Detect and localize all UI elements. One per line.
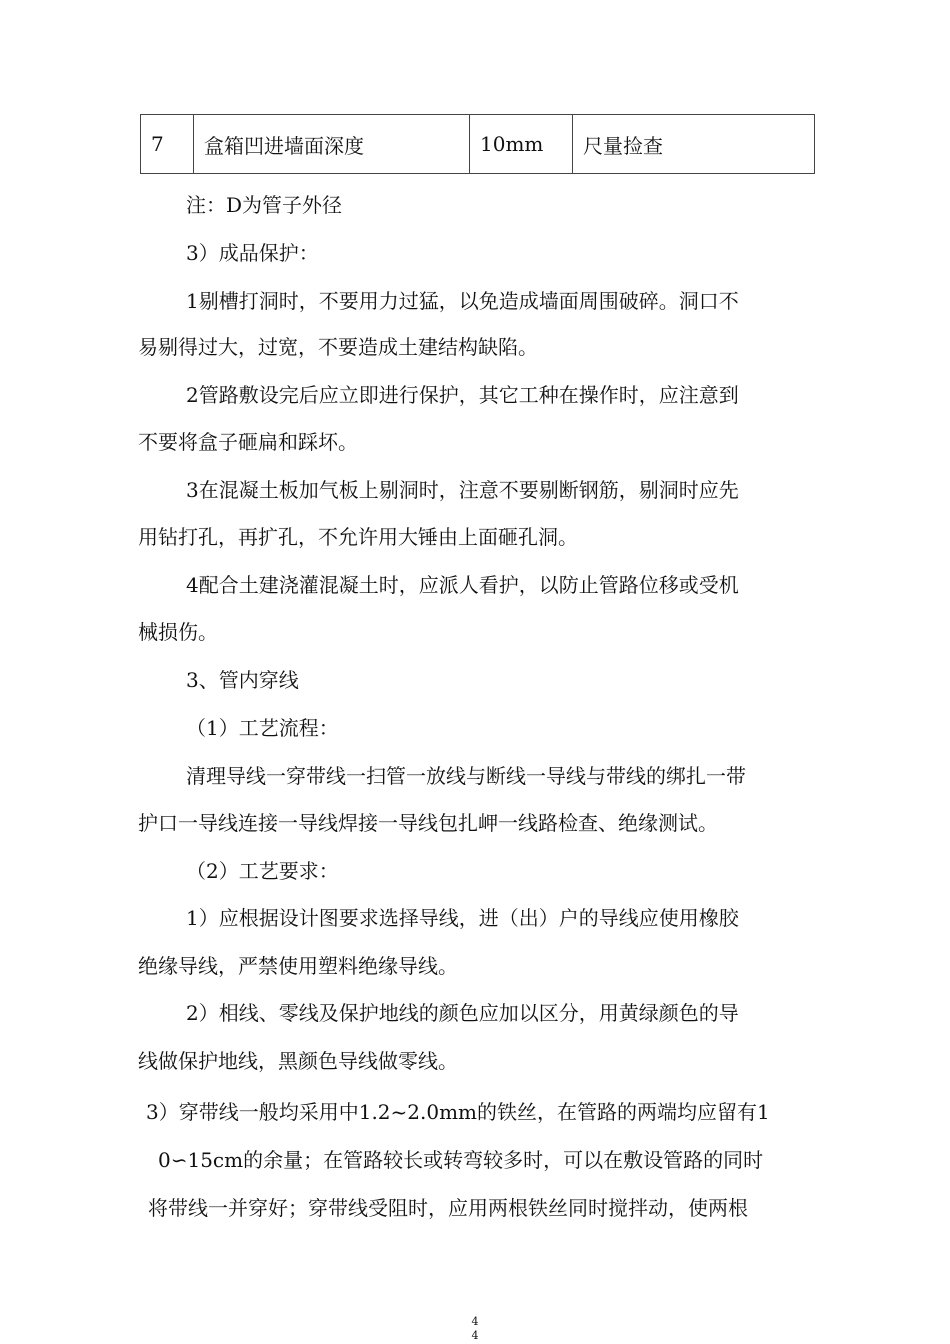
table-cell-no: 7 bbox=[141, 115, 194, 174]
page-number-repeat: 4 bbox=[471, 1329, 479, 1342]
section-heading: 3、管内穿线 bbox=[186, 668, 299, 692]
subsection-heading: （1）工艺流程： bbox=[186, 716, 339, 740]
paragraph-line: 3）穿带线一般均采用中1.2~2.0mm的铁丝，在管路的两端均应留有1 bbox=[146, 1100, 770, 1124]
section-heading: 3）成品保护： bbox=[186, 241, 319, 265]
inspection-table bbox=[140, 114, 815, 174]
paragraph-line: 不要将盒子砸扁和踩坏。 bbox=[138, 430, 358, 454]
paragraph-line: 1剔槽打洞时，不要用力过猛，以免造成墙面周围破碎。洞口不 bbox=[186, 289, 739, 313]
paragraph-line: 线做保护地线，黑颜色导线做零线。 bbox=[138, 1049, 458, 1073]
paragraph-line: 用钻打孔，再扩孔，不允许用大锤由上面砸孔洞。 bbox=[138, 525, 578, 549]
paragraph-line: 3在混凝土板加气板上剔洞时，注意不要剔断钢筋，剔洞时应先 bbox=[186, 478, 739, 502]
note-line: 注：D为管子外径 bbox=[186, 193, 343, 217]
paragraph-line: 1）应根据设计图要求选择导线，进（出）户的导线应使用橡胶 bbox=[186, 906, 739, 930]
paragraph-line: 易剔得过大，过宽，不要造成土建结构缺陷。 bbox=[138, 335, 538, 359]
table-cell-method: 尺量捡查 bbox=[573, 115, 815, 174]
subsection-heading: （2）工艺要求： bbox=[186, 859, 339, 883]
paragraph-line: 清理导线一穿带线一扫管一放线与断线一导线与带线的绑扎一带 bbox=[186, 764, 746, 788]
paragraph-line: 2）相线、零线及保护地线的颜色应加以区分，用黄绿颜色的导 bbox=[186, 1001, 739, 1025]
paragraph-line: 0∽15cm的余量；在管路较长或转弯较多时，可以在敷设管路的同时 bbox=[158, 1148, 764, 1172]
table-cell-item: 盒箱凹进墙面深度 bbox=[194, 115, 470, 174]
table-cell-tolerance: 10mm bbox=[470, 115, 573, 174]
paragraph-line: 将带线一并穿好；穿带线受阻时，应用两根铁丝同时搅拌动，使两根 bbox=[148, 1196, 748, 1220]
paragraph-line: 绝缘导线，严禁使用塑料绝缘导线。 bbox=[138, 954, 458, 978]
paragraph-line: 护口一导线连接一导线焊接一导线包扎岬一线路检查、绝缘测试。 bbox=[138, 811, 718, 835]
paragraph-line: 械损伤。 bbox=[138, 620, 218, 644]
table-row bbox=[141, 115, 815, 174]
paragraph-line: 2管路敷设完后应立即进行保护，其它工种在操作时，应注意到 bbox=[186, 383, 739, 407]
paragraph-line: 4配合土建浇灌混凝土时，应派人看护，以防止管路位移或受机 bbox=[186, 573, 739, 597]
page-number: 4 bbox=[471, 1315, 479, 1328]
